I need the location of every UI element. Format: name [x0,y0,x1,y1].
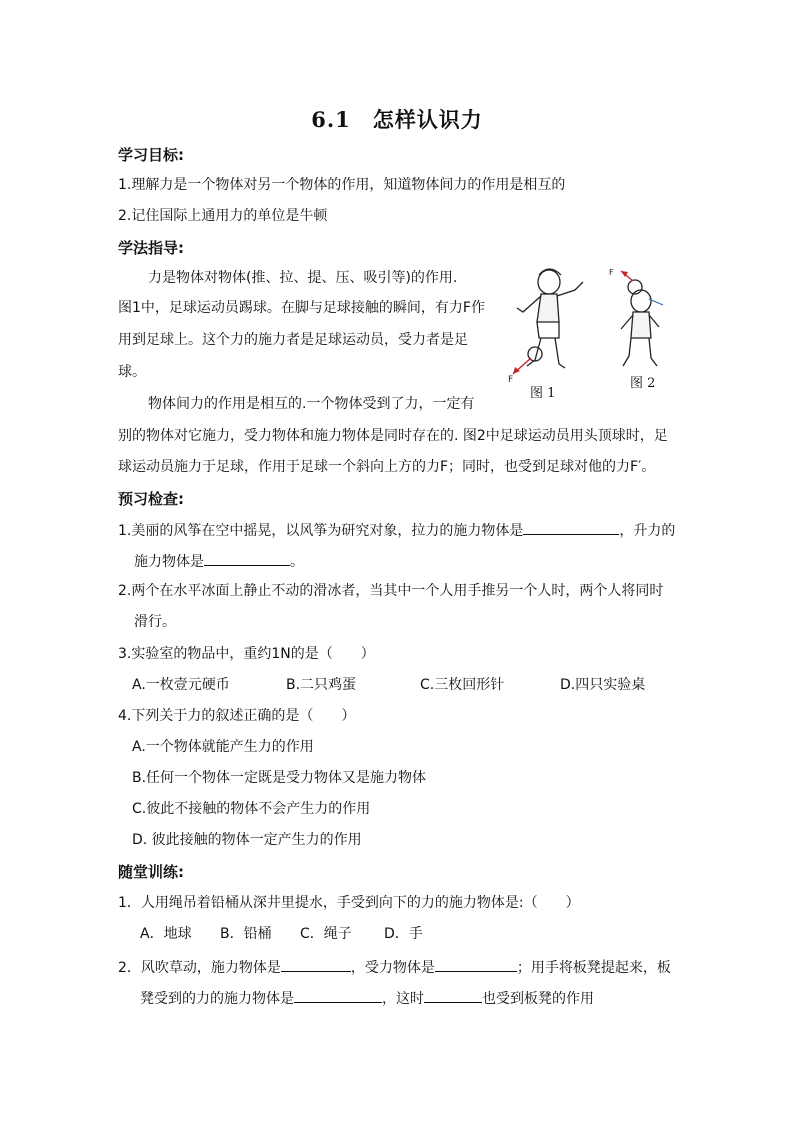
figure-2-caption: 图 2 [630,376,656,391]
preview-q1-blank-2[interactable] [204,550,290,566]
guide-line-4: 球。 [118,364,146,380]
preview-q3-option-b: B.二只鸡蛋 [286,677,357,693]
guide-line-6: 别的物体对它施力，受力物体和施力物体是同时存在的. 图2中足球运动员用头顶球时，足 [118,428,668,444]
preview-q3-option-d: D.四只实验桌 [560,677,646,693]
preview-q2-line-1: 2.两个在水平冰面上静止不动的滑冰者，当其中一个人用手推另一个人时，两个人将同时 [118,583,664,599]
practice-q2-text-b: ，受力物体是 [350,960,435,976]
preview-q1-line-1 [118,519,675,541]
figure-1-force-label: F [508,375,514,385]
goal-item-2: 2.记住国际上通用力的单位是牛顿 [118,208,328,224]
figure-1-kicking-player [505,262,600,387]
practice-q2-text-c: ；用手将板凳提起来，板 [516,960,671,976]
preview-q3-option-a: A.一枚壹元硬币 [132,677,230,693]
guide-line-7: 球运动员施力于足球，作用于足球一个斜向上方的力F；同时，也受到足球对他的力F′。 [118,459,656,475]
practice-q2-blank-3[interactable] [294,987,382,1003]
practice-q2-blank-1[interactable] [281,956,351,972]
preview-heading: 预习检查: [118,490,184,508]
preview-q4-option-c: C.彼此不接触的物体不会产生力的作用 [132,801,371,817]
preview-q1-text-b: ，升力的 [619,523,676,539]
practice-q1-option-b: B．铅桶 [220,926,272,942]
practice-q1-option-a: A．地球 [140,926,192,942]
preview-q4-option-d: D. 彼此接触的物体一定产生力的作用 [132,832,362,848]
preview-q1-line-2 [134,550,304,572]
practice-q2-blank-2[interactable] [435,956,517,972]
preview-q1-text-d: 。 [290,554,304,570]
preview-q2-line-2: 滑行。 [134,614,176,630]
practice-q1: 1．人用绳吊着铅桶从深井里提水，手受到向下的力的施力物体是:（ ） [118,895,580,911]
practice-q2-line-2 [140,987,594,1009]
goal-item-1: 1.理解力是一个物体对另一个物体的作用，知道物体间力的作用是相互的 [118,177,566,193]
guide-line-5: 物体间力的作用是相互的.一个物体受到了力，一定有 [148,396,475,412]
practice-q2-blank-4[interactable] [424,987,482,1003]
goals-heading: 学习目标: [118,146,184,164]
preview-q4-option-b: B.任何一个物体一定既是受力物体又是施力物体 [132,770,427,786]
practice-q2-text-a: 2．风吹草动，施力物体是 [118,960,281,976]
preview-q1-text-c: 施力物体是 [134,554,204,570]
preview-q4: 4.下列关于力的叙述正确的是（ ） [118,708,356,724]
practice-q1-option-c: C．绳子 [300,926,352,942]
practice-q2-text-e: ，这时 [382,991,424,1007]
guide-line-3: 用到足球上。这个力的施力者是足球运动员，受力者是足 [118,332,468,348]
practice-q2-text-d: 凳受到的力的施力物体是 [140,991,294,1007]
guide-line-2: 图1中，足球运动员踢球。在脚与足球接触的瞬间，有力F作 [118,300,485,316]
figure-2-force-label: F [609,268,614,277]
figure-2-heading-player [605,265,685,380]
practice-q1-option-d: D．手 [384,926,423,942]
page-title: 6.1 怎样认识力 [311,107,483,132]
preview-q1-blank-1[interactable] [523,519,619,535]
practice-q2-text-f: 也受到板凳的作用 [482,991,594,1007]
figure-1-caption: 图 1 [530,386,556,401]
practice-q2-line-1 [118,956,671,978]
preview-q3-option-c: C.三枚回形针 [420,677,505,693]
preview-q3: 3.实验室的物品中，重约1N的是（ ） [118,646,375,662]
guide-line-1: 力是物体对物体(推、拉、提、压、吸引等)的作用. [148,270,458,286]
preview-q4-option-a: A.一个物体就能产生力的作用 [132,739,314,755]
guide-heading: 学法指导: [118,239,184,257]
practice-heading: 随堂训练: [118,863,184,881]
preview-q1-text-a: 1.美丽的风筝在空中摇晃，以风筝为研究对象，拉力的施力物体是 [118,523,524,539]
